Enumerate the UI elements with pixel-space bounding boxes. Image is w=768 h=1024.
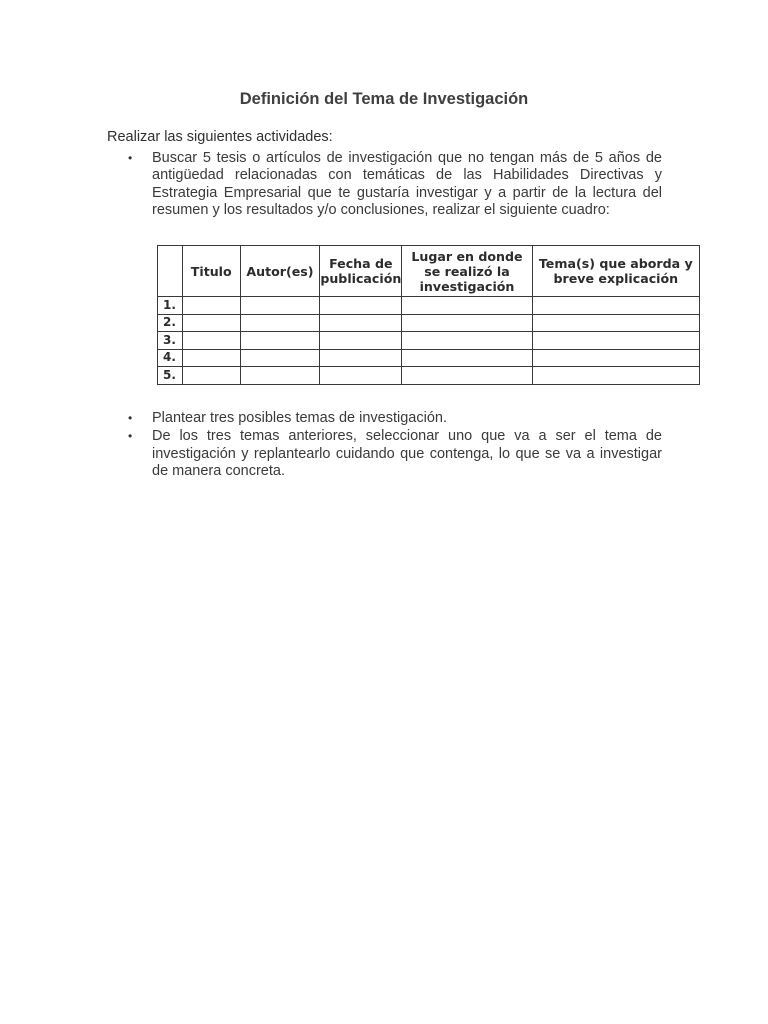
table-cell bbox=[240, 349, 320, 367]
table-cell bbox=[240, 332, 320, 350]
bullet-icon: • bbox=[128, 411, 133, 425]
row-number: 5. bbox=[158, 367, 183, 385]
table-cell bbox=[240, 367, 320, 385]
column-header-publication-date: Fecha de publicación bbox=[320, 246, 402, 297]
list-item bbox=[126, 428, 662, 480]
table-row bbox=[158, 332, 700, 350]
list-item bbox=[126, 150, 662, 219]
table-cell bbox=[402, 297, 532, 315]
table-cell bbox=[532, 332, 699, 350]
activity-list-before-table bbox=[126, 150, 662, 220]
row-number: 3. bbox=[158, 332, 183, 350]
list-item bbox=[126, 410, 662, 427]
table-cell bbox=[182, 297, 240, 315]
column-header-authors: Autor(es) bbox=[240, 246, 320, 297]
activity-list-after-table bbox=[126, 410, 662, 481]
table-row bbox=[158, 349, 700, 367]
table-cell bbox=[182, 367, 240, 385]
table-cell bbox=[320, 297, 402, 315]
column-header-number bbox=[158, 246, 183, 297]
table-cell bbox=[532, 314, 699, 332]
table-cell bbox=[182, 314, 240, 332]
table-cell bbox=[320, 332, 402, 350]
table-cell bbox=[532, 349, 699, 367]
table-cell bbox=[182, 349, 240, 367]
table-cell bbox=[320, 314, 402, 332]
table-cell bbox=[402, 314, 532, 332]
page-title: Definición del Tema de Investigación bbox=[239, 90, 529, 108]
table-cell bbox=[320, 349, 402, 367]
row-number: 2. bbox=[158, 314, 183, 332]
table-cell bbox=[240, 314, 320, 332]
row-number: 1. bbox=[158, 297, 183, 315]
table-row bbox=[158, 314, 700, 332]
row-number: 4. bbox=[158, 349, 183, 367]
list-item-text: De los tres temas anteriores, seleccionar uno que va a ser el tema de investigación y replantearlo cuidando que contenga, lo que se va a investigar de manera concreta. bbox=[152, 428, 662, 479]
research-summary-table bbox=[157, 245, 700, 385]
bullet-icon: • bbox=[128, 429, 133, 444]
list-item-text: Buscar 5 tesis o artículos de investigación que no tengan más de 5 años de antigüedad relacionadas con temáticas de las Habilidades Directivas y Estrategia Empresarial que te gustaría investigar y a partir de la lectura del resumen y los resultados y/o conclusiones, realizar el siguiente cuadro: bbox=[152, 150, 662, 218]
table-cell bbox=[182, 332, 240, 350]
column-header-research-location: Lugar en donde se realizó la investigación bbox=[402, 246, 532, 297]
table-cell bbox=[532, 297, 699, 315]
column-header-topics: Tema(s) que aborda y breve explicación bbox=[532, 246, 699, 297]
table-cell bbox=[532, 367, 699, 385]
list-item-text: Plantear tres posibles temas de investigación. bbox=[152, 410, 447, 426]
table-header-row bbox=[158, 246, 700, 297]
table-row bbox=[158, 367, 700, 385]
column-header-title: Titulo bbox=[182, 246, 240, 297]
table-cell bbox=[402, 332, 532, 350]
table-cell bbox=[402, 349, 532, 367]
table-cell bbox=[320, 367, 402, 385]
bullet-icon: • bbox=[128, 151, 133, 165]
table-row bbox=[158, 297, 700, 315]
intro-text: Realizar las siguientes actividades: bbox=[107, 129, 333, 145]
table-cell bbox=[402, 367, 532, 385]
table-cell bbox=[240, 297, 320, 315]
